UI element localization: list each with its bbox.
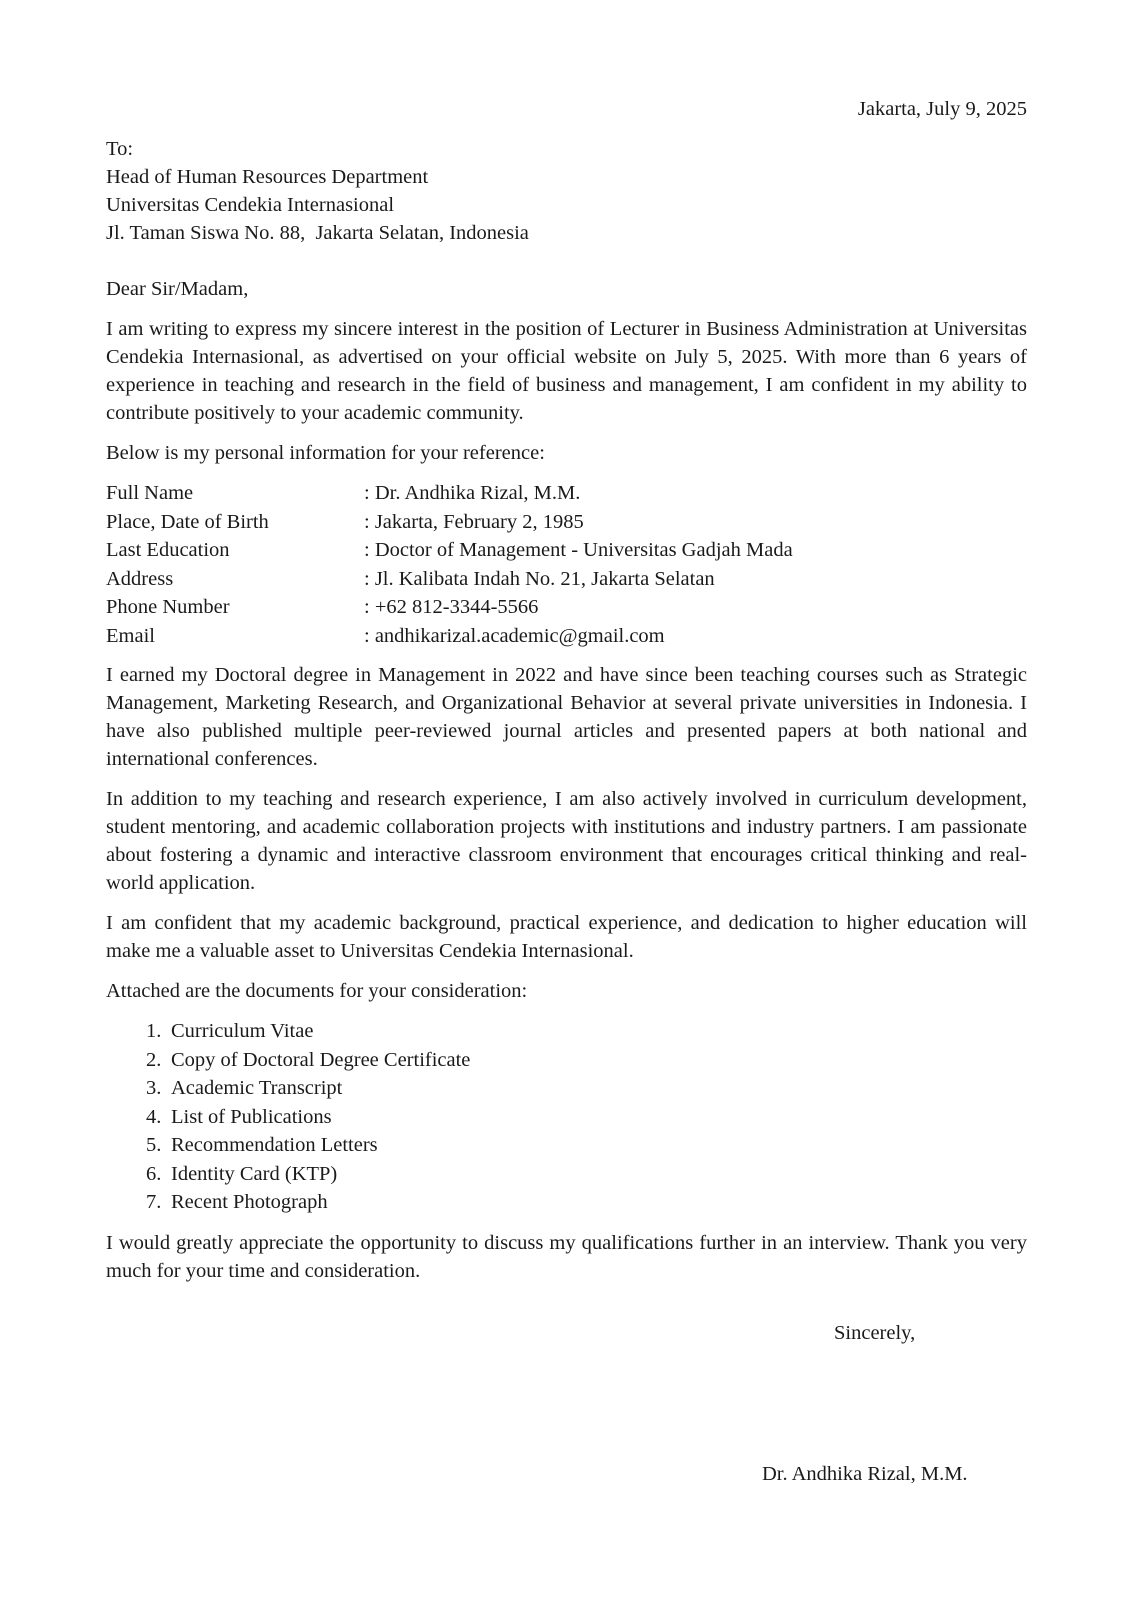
list-item-number: 6. — [146, 1162, 162, 1185]
list-item-number: 3. — [146, 1077, 162, 1099]
info-label: Last Education — [106, 539, 230, 561]
list-item-text: Recent Photograph — [171, 1191, 328, 1213]
list-item-number: 5. — [146, 1134, 162, 1156]
list-item-text: Recommendation Letters — [171, 1134, 378, 1156]
list-item — [106, 1188, 1027, 1217]
signer-name: Dr. Andhika Rizal, M.M. — [762, 1463, 968, 1485]
list-item — [106, 1074, 1027, 1103]
info-label: Email — [106, 624, 155, 647]
list-item-number: 4. — [146, 1105, 162, 1128]
list-item-number: 7. — [146, 1191, 162, 1213]
list-item-number: 1. — [146, 1020, 162, 1042]
info-value: : +62 812-3344-5566 — [364, 593, 538, 622]
info-label: Place, Date of Birth — [106, 510, 269, 533]
info-value: : Jakarta, February 2, 1985 — [364, 508, 584, 537]
info-value: : Doctor of Management - Universitas Gadjah Mada — [364, 536, 793, 565]
list-item — [106, 1160, 1027, 1189]
personal-info-table — [106, 479, 1027, 650]
info-label: Full Name — [106, 482, 194, 504]
info-row — [106, 565, 1027, 594]
info-intro-paragraph: Below is my personal information for your reference: — [106, 442, 545, 464]
list-item — [106, 1046, 1027, 1075]
list-item — [106, 1017, 1027, 1046]
recipient-line: Head of Human Resources Department — [106, 166, 429, 188]
info-row — [106, 508, 1027, 537]
activities-paragraph: In addition to my teaching and research experience, I am also actively involved in curriculum development, student mentoring, and academic collaboration projects with institutions and industry partners. I am passionate about fostering a dynamic and interactive classroom environment that encourages critical thinking and real-world application. — [106, 788, 1027, 894]
list-item — [106, 1131, 1027, 1160]
attachments-list — [106, 1017, 1027, 1217]
info-row — [106, 593, 1027, 622]
education-paragraph: I earned my Doctoral degree in Management in 2022 and have since been teaching courses such as Strategic Management, Marketing Research, and Organizational Behavior at several private universities in Indonesia. I have also published multiple peer-reviewed journal articles and presented papers at both national and international conferences. — [106, 664, 1027, 770]
salutation: Dear Sir/Madam, — [106, 278, 249, 300]
recipient-block — [106, 135, 529, 247]
recipient-to-label: To: — [106, 138, 134, 160]
recipient-line: Universitas Cendekia Internasional — [106, 194, 395, 216]
list-item-text: Academic Transcript — [171, 1077, 343, 1099]
list-item-text: Copy of Doctoral Degree Certificate — [171, 1048, 471, 1071]
intro-paragraph: I am writing to express my sincere interest in the position of Lecturer in Business Administration at Universitas Cendekia Internasional, as advertised on your official website on July 5, 2025. With more than 6 years of experience in teaching and research in the field of business and management, I am confident in my ability to contribute positively to your academic community. — [106, 318, 1027, 424]
info-value: : Jl. Kalibata Indah No. 21, Jakarta Selatan — [364, 565, 715, 594]
list-item-text: Identity Card (KTP) — [171, 1162, 338, 1185]
info-value: : andhikarizal.academic@gmail.com — [364, 622, 665, 651]
attachments-intro-paragraph: Attached are the documents for your consideration: — [106, 980, 528, 1002]
list-item-text: Curriculum Vitae — [171, 1020, 314, 1042]
confidence-paragraph: I am confident that my academic background, practical experience, and dedication to higher education will make me a valuable asset to Universitas Cendekia Internasional. — [106, 912, 1027, 962]
info-value: : Dr. Andhika Rizal, M.M. — [364, 479, 580, 508]
letter-date: Jakarta, July 9, 2025 — [857, 98, 1027, 120]
list-item-text: List of Publications — [171, 1105, 332, 1128]
info-row — [106, 479, 1027, 508]
letter-body — [106, 275, 1027, 1297]
info-label: Phone Number — [106, 596, 230, 618]
closing-paragraph: I would greatly appreciate the opportunity to discuss my qualifications further in an interview. Thank you very much for your time and consideration. — [106, 1231, 1027, 1282]
info-row — [106, 536, 1027, 565]
closing-salutation: Sincerely, — [834, 1322, 916, 1344]
recipient-line: Jl. Taman Siswa No. 88, Jakarta Selatan, Indonesia — [106, 222, 529, 244]
info-row — [106, 622, 1027, 651]
list-item — [106, 1103, 1027, 1132]
info-label: Address — [106, 567, 174, 590]
list-item-number: 2. — [146, 1048, 162, 1071]
